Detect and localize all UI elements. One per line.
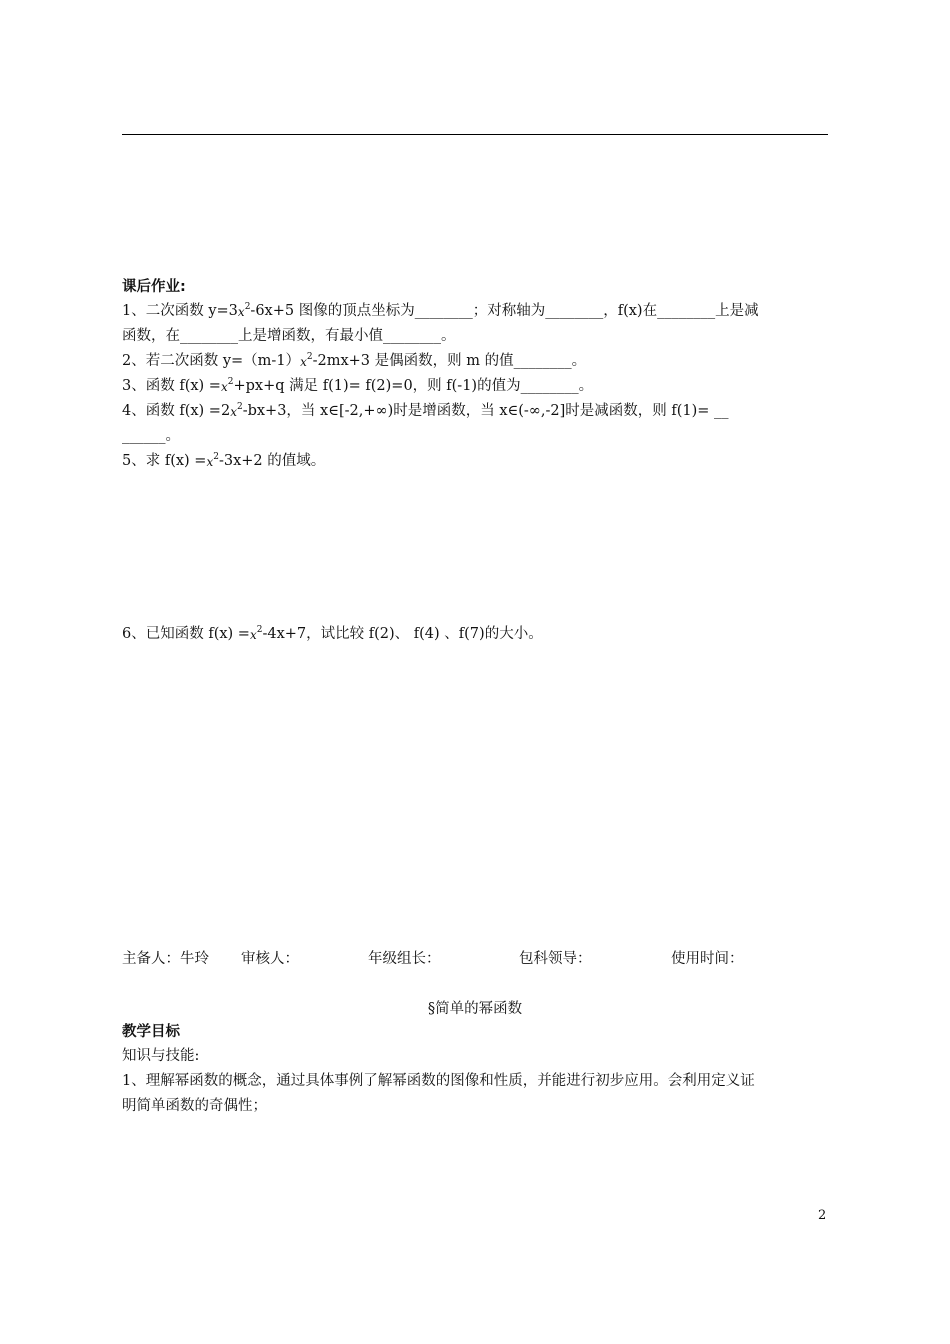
preparer-label: 主备人：牛玲: [122, 951, 209, 967]
grade-leader-label: 年级组长：: [368, 951, 441, 967]
goal-item-1-line-1: 1、理解幂函数的概念，通过具体事例了解幂函数的图像和性质，并能进行初步应用。会利用定义证: [122, 1073, 755, 1089]
question-3: 3、函数 $f(x) =x^2+px+q$ 满足 f(1)= f(2)=0，则 f(-1)的值为________。: [122, 377, 594, 394]
question-1-line-2: 函数，在________上是增函数，有最小值________。: [122, 328, 456, 344]
page-number: 2: [818, 1208, 827, 1223]
use-time-label: 使用时间：: [671, 951, 744, 967]
question-5: 5、求 $f(x) =x^2-3x+2$ 的值域。: [122, 452, 326, 469]
header-rule: [122, 134, 828, 135]
question-4-line-1: 4、函数 $f(x) =2x^2-bx+3$，当 x∈[-2,+∞)时是增函数，当 x∈(-∞,-2]时是减函数，则 f(1)= __: [122, 402, 729, 419]
question-4-line-2: ______。: [122, 428, 180, 444]
question-1-line-1: 1、二次函数 $y=3x^2-6x+5$ 图像的顶点坐标为________；对称轴为________，f(x)在________上是减: [122, 302, 759, 319]
teaching-goals-heading: 教学目标: [122, 1024, 180, 1040]
homework-heading: 课后作业:: [122, 279, 186, 295]
section-title: §简单的幂函数: [427, 1001, 523, 1017]
goal-item-1-line-2: 明简单函数的奇偶性；: [122, 1098, 267, 1114]
question-6: 6、已知函数 $f(x) =x^2-4x+7$，试比较 f(2)、 f(4) 、f(7)的大小。: [122, 625, 543, 642]
question-2: 2、若二次函数 $y=(m-1)x^2-2mx+3$ 是偶函数，则 m 的值________。: [122, 352, 587, 369]
subject-leader-label: 包科领导：: [519, 951, 592, 967]
knowledge-skills-heading: 知识与技能:: [122, 1048, 200, 1064]
reviewer-label: 审核人：: [241, 951, 299, 967]
